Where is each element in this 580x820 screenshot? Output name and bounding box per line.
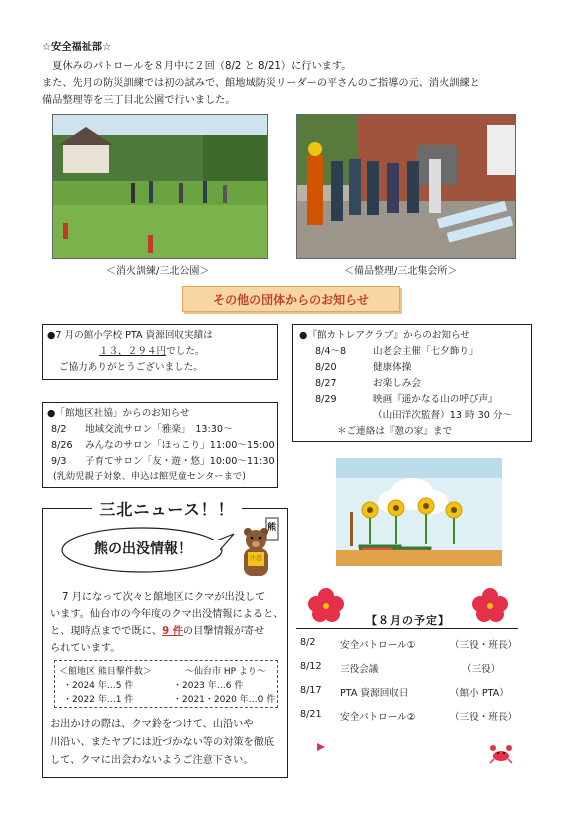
summer-illustration (316, 454, 516, 570)
schedule-date: 8/2 (300, 637, 316, 648)
schedule-attendees: （三役・班長） (450, 712, 518, 723)
schedule-date: 8/17 (300, 685, 322, 696)
shakyo-event: 子育てサロン「友・遊・悠」10:00～11:30 (85, 456, 275, 467)
schedule-event: 安全パトロール① (340, 640, 416, 651)
hibiscus-icon (304, 586, 348, 624)
sighting-count-highlight: 9 件 (162, 626, 183, 637)
club-date: 8/27 (315, 378, 337, 389)
schedule-event: 安全パトロール② (340, 712, 416, 723)
news-closing-line: して、クマに出会わないようご注意下さい。 (50, 755, 254, 766)
stats-item: ・2023 年…6 件 (173, 681, 244, 691)
crab-icon (488, 742, 514, 764)
equipment-photo (296, 114, 516, 259)
bear-vest-text: 注意 (250, 555, 263, 562)
bear-sign-text: 熊 (267, 523, 277, 533)
news-paragraph-part: の目撃情報が寄せ (182, 626, 265, 637)
shakyo-notice-box (42, 402, 278, 488)
club-event: 山老会主催「七夕飾り」 (373, 346, 479, 357)
section-heading-safety: ☆安全福祉部☆ (42, 42, 112, 53)
schedule-event: PTA 資源回収日 (340, 688, 409, 699)
stats-header-right: ～仙台市 HP より～ (185, 667, 266, 677)
pta-amount: １３，２９４円 (99, 346, 167, 357)
pta-amount-suffix: でした。 (166, 346, 205, 357)
fire-drill-photo (52, 114, 268, 259)
club-contact: ＊ご連絡は『憩の家』まで (337, 426, 453, 437)
club-date: 8/29 (315, 394, 337, 405)
pta-line1: ●7 月の館小学校 PTA 資源回収実績は (47, 330, 213, 341)
club-title: ●『館カトレアクラブ』からのお知らせ (299, 330, 470, 341)
news-closing-line: 川沿い、またヤブには近づかない等の対策を徹底 (50, 737, 275, 748)
club-event: お楽しみ会 (373, 378, 421, 389)
club-event: 映画『遥かなる山の呼び声』 (373, 394, 498, 405)
pta-thanks: ご協力ありがとうございました。 (59, 362, 203, 373)
safety-text-line: また、先月の防災訓練では初の試みで、館地域防災リーダーの平さんのご指導の元、消火訓練と (42, 78, 480, 89)
safety-text-line: 夏休みのパトロールを８月中に２回（8/2 と 8/21）に行います。 (42, 61, 352, 72)
news-paragraph-line: られています。 (50, 643, 121, 654)
news-paragraph-line: います。仙台市の今年度のクマ出没情報によると、 (50, 609, 284, 620)
triangle-marker-icon (316, 742, 326, 752)
hibiscus-icon (468, 586, 512, 624)
shakyo-event: みんなのサロン「ほっこり」11:00～15:00 (85, 440, 275, 451)
photo-caption-left: ＜消火訓練/三北公園＞ (106, 266, 210, 277)
bear-stats-box (54, 660, 278, 708)
news-paragraph-part: と、現時点までで既に、 (50, 626, 163, 637)
schedule-title: 【８月の予定】 (366, 614, 450, 627)
news-paragraph-line: 7 月になって次々と館地区にクマが出没して (62, 592, 266, 603)
shakyo-event: 地域交流サロン「雅楽」 13:30～ (85, 424, 233, 435)
shakyo-note: (乳幼児親子対象、申込は館児童センターまで) (53, 471, 246, 482)
schedule-attendees: （館小 PTA） (450, 688, 509, 699)
stats-item: ・2024 年…5 件 (63, 681, 134, 691)
stats-header-left: ＜館地区 熊目撃件数＞ (59, 667, 152, 677)
shakyo-date: 8/2 (51, 424, 67, 435)
shakyo-date: 8/26 (51, 440, 73, 451)
shakyo-title: ●「館地区社協」からのお知らせ (47, 408, 190, 419)
bear-alert-title: 熊の出没情報！ (94, 541, 192, 557)
news-closing-line: お出かけの際は、クマ鈴をつけて、山沿いや (50, 719, 254, 730)
shakyo-date: 9/3 (51, 456, 67, 467)
club-notice-box (292, 324, 532, 442)
safety-text-line: 備品整理等を三丁目北公園で行いました。 (42, 95, 236, 106)
schedule-event: 三役会議 (340, 664, 379, 675)
photo-caption-right: ＜備品整理/三北集会所＞ (344, 266, 458, 277)
club-date: 8/20 (315, 362, 337, 373)
news-title: 三北ニュース！！ (92, 496, 242, 520)
club-event: 健康体操 (373, 362, 412, 373)
pta-notice-box (42, 324, 278, 380)
schedule-date: 8/12 (300, 661, 322, 672)
stats-item: ・2022 年…1 件 (63, 695, 134, 705)
schedule-date: 8/21 (300, 709, 322, 720)
stats-item: ・2021・2020 年…0 件 (173, 695, 276, 705)
schedule-attendees: （三役・班長） (450, 640, 518, 651)
section-banner-other-groups: その他の団体からのお知らせ (182, 286, 400, 312)
schedule-divider (296, 628, 518, 629)
club-movie-note: （山田洋次監督）13 時 30 分～ (373, 410, 513, 421)
club-date: 8/4～8 (315, 346, 347, 357)
schedule-attendees: （三役） (462, 664, 501, 675)
